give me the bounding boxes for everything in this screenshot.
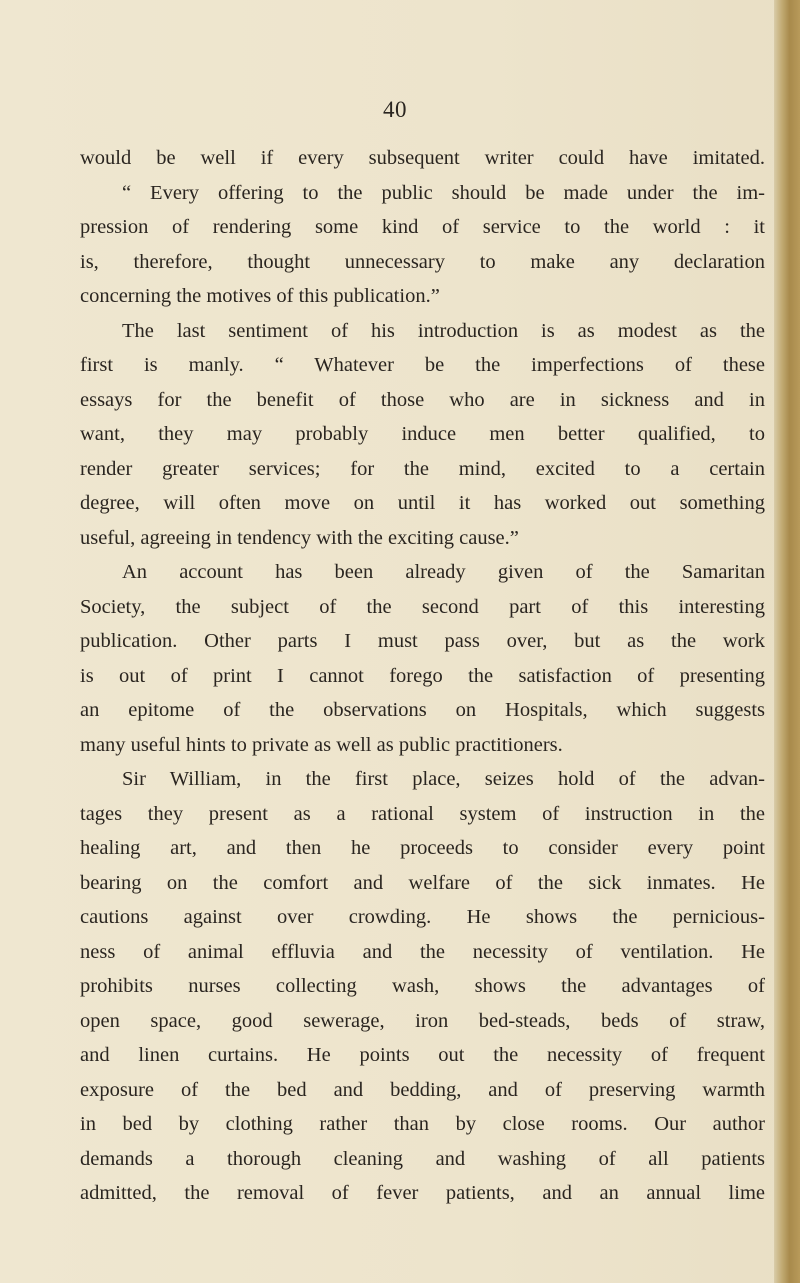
text-line: concerning the motives of this publication.” [80, 285, 440, 307]
text-line: Sir William, in the first place, seizes hold of the advan- [122, 768, 765, 790]
text-line: in bed by clothing rather than by close rooms. Our author [80, 1113, 765, 1135]
body-text [80, 141, 765, 1211]
text-line: essays for the benefit of those who are in sickness and in [80, 388, 765, 411]
text-line: an epitome of the observations on Hospitals, which suggests [80, 699, 765, 721]
text-line: render greater services; for the mind, excited to a certain [80, 457, 765, 480]
text-line: ness of animal effluvia and the necessity of ventilation. He [80, 940, 765, 963]
text-line: is out of print I cannot forego the satisfaction of presenting [80, 664, 765, 687]
page-number: 40 [383, 97, 407, 122]
text-line: open space, good sewerage, iron bed-steads, beds of straw, [80, 1009, 765, 1032]
text-line: useful, agreeing in tendency with the exciting cause.” [80, 526, 519, 549]
text-line: is, therefore, thought unnecessary to make any declaration [80, 250, 765, 273]
text-line: The last sentiment of his introduction is as modest as the [122, 319, 765, 342]
text-line: would be well if every subsequent writer could have imitated. [80, 147, 765, 169]
text-line: bearing on the comfort and welfare of the sick inmates. He [80, 871, 765, 894]
text-line: exposure of the bed and bedding, and of preserving warmth [80, 1078, 765, 1101]
text-line: admitted, the removal of fever patients, and an annual lime [80, 1182, 765, 1204]
text-line: many useful hints to private as well as public practitioners. [80, 733, 563, 756]
text-line: healing art, and then he proceeds to consider every point [80, 837, 765, 859]
text-line: first is manly. “ Whatever be the imperfections of these [80, 354, 765, 376]
page-edge [774, 0, 800, 1283]
text-line: An account has been already given of the Samaritan [122, 561, 765, 583]
text-line: “ Every offering to the public should be made under the im- [122, 181, 765, 204]
text-line: want, they may probably induce men better qualified, to [80, 423, 765, 445]
text-line: demands a thorough cleaning and washing of all patients [80, 1147, 765, 1170]
text-line: prohibits nurses collecting wash, shows the advantages of [80, 975, 765, 997]
text-line: cautions against over crowding. He shows the pernicious- [80, 906, 765, 928]
text-line: Society, the subject of the second part of this interesting [80, 595, 765, 618]
text-line: degree, will often move on until it has worked out something [80, 492, 765, 514]
text-line: and linen curtains. He points out the necessity of frequent [80, 1044, 765, 1066]
text-line: pression of rendering some kind of service to the world : it [80, 216, 765, 238]
text-line: tages they present as a rational system of instruction in the [80, 802, 765, 825]
text-line: publication. Other parts I must pass over, but as the work [80, 630, 765, 652]
